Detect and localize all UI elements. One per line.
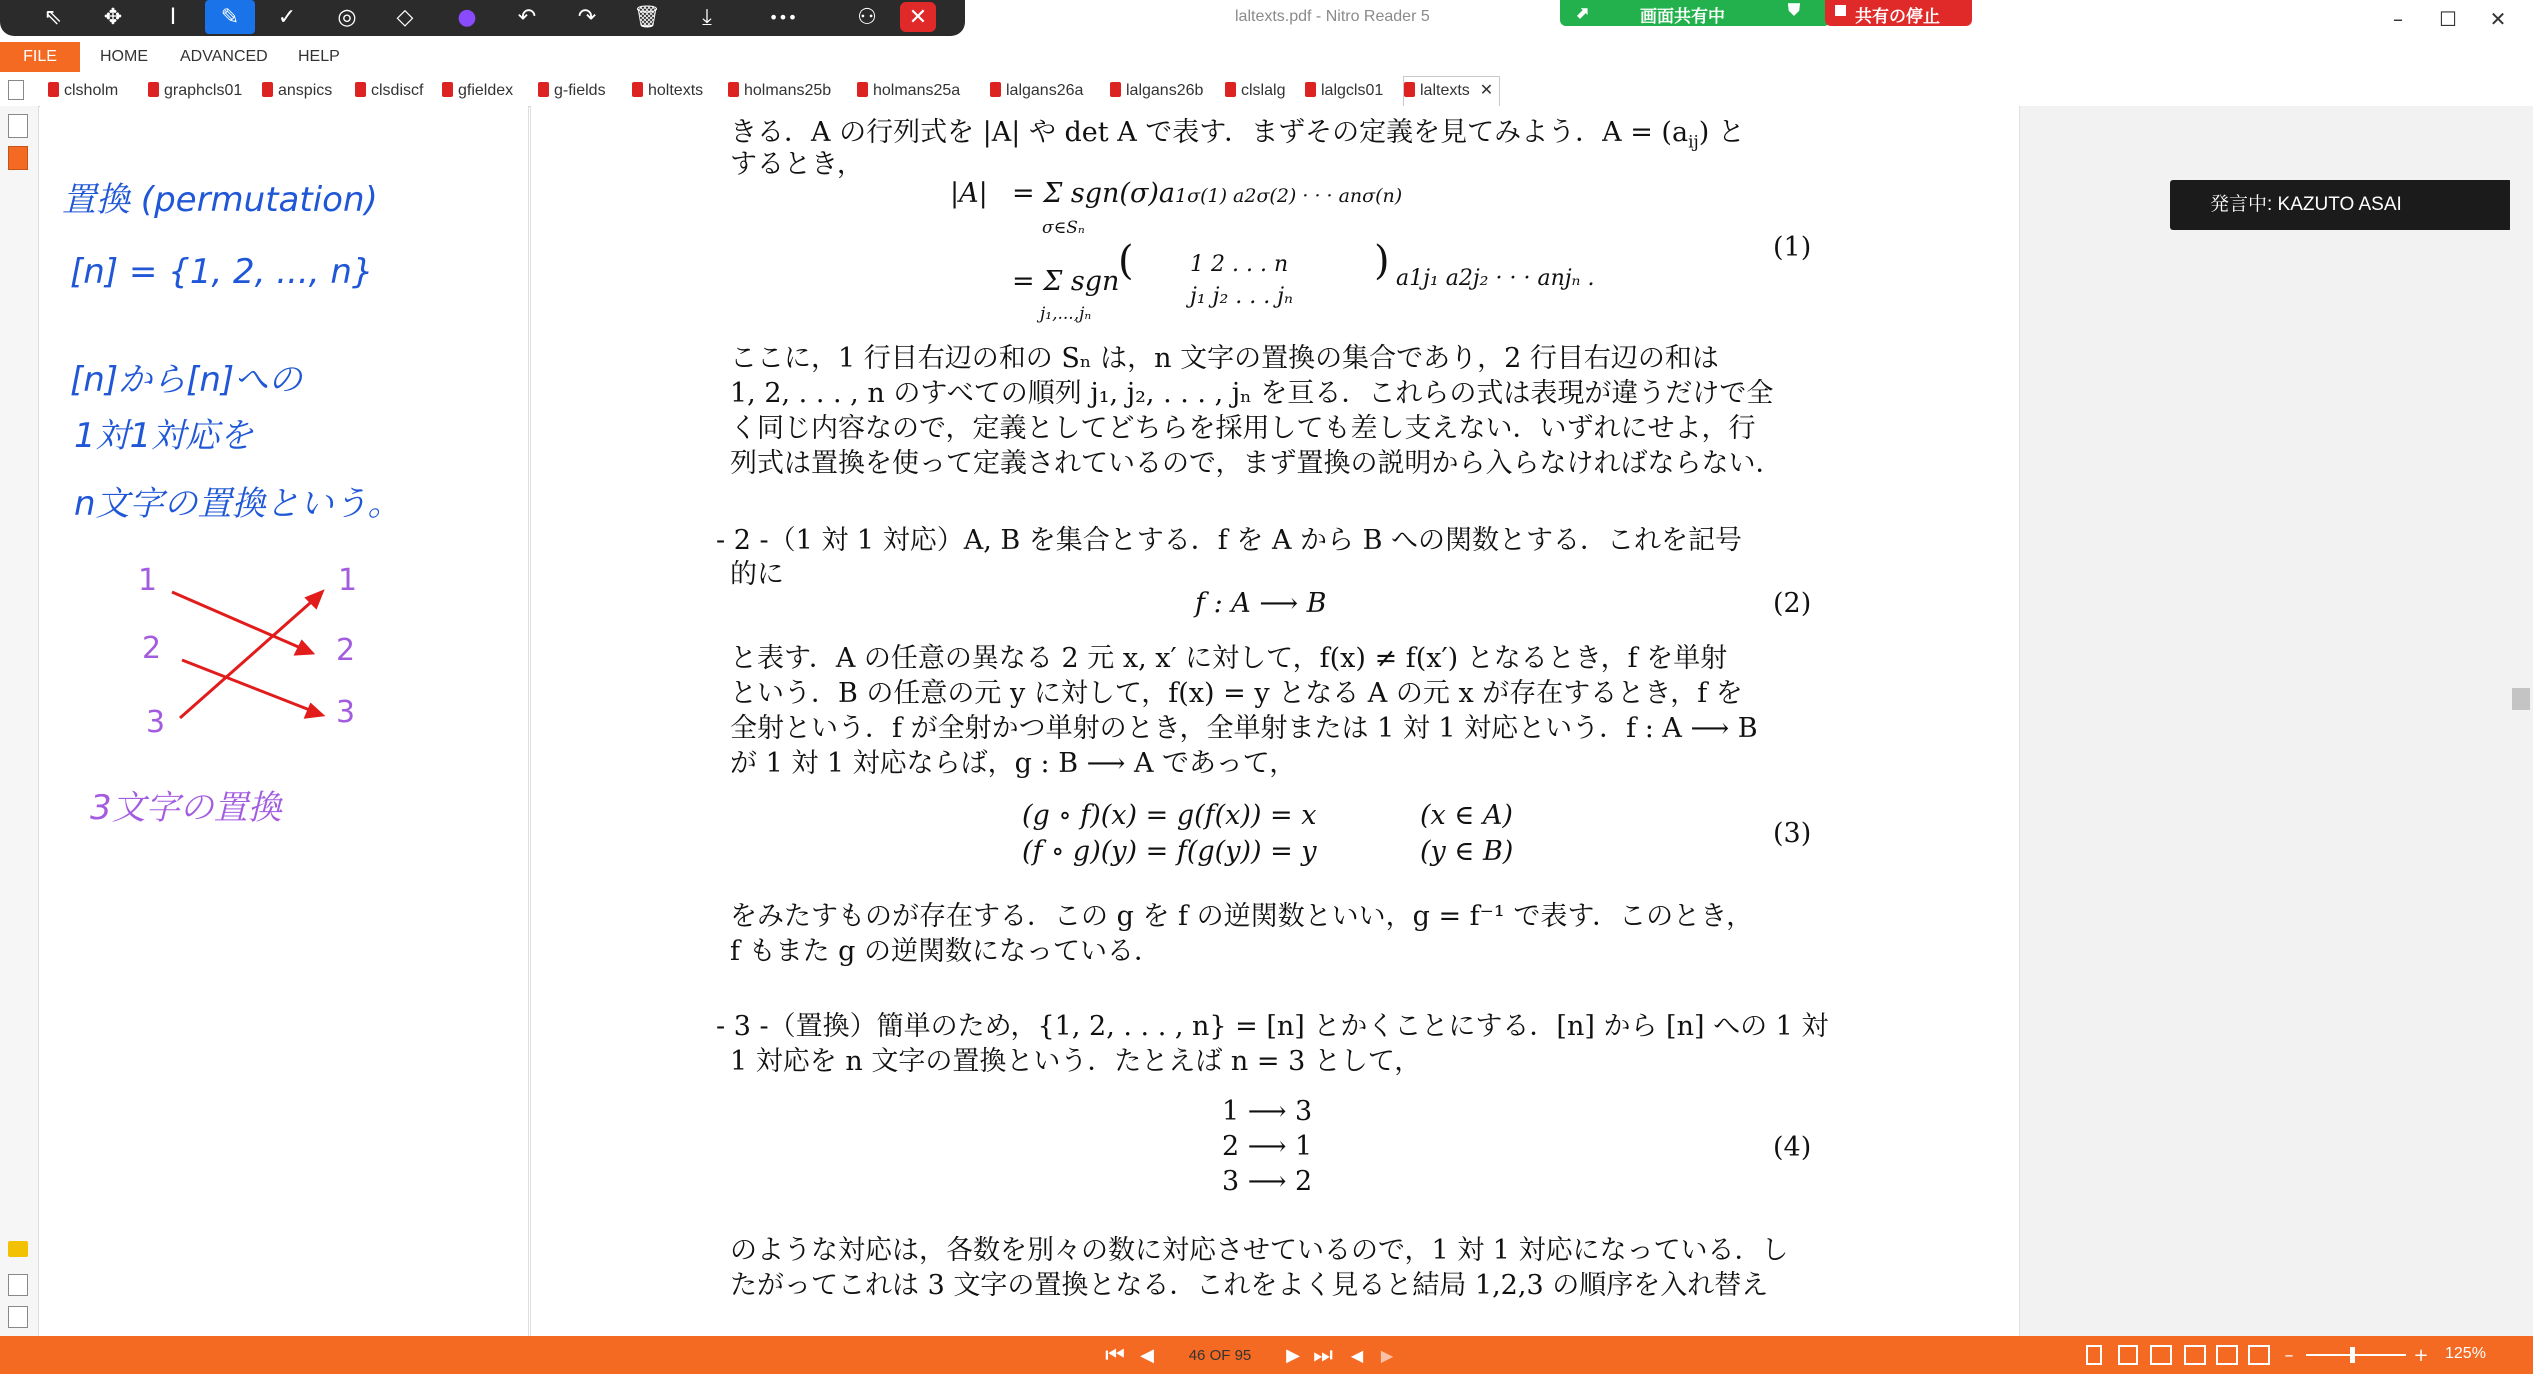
first-page-icon[interactable]: ⏮ [1105, 1342, 1125, 1368]
doc-tab-holmans25a[interactable] [857, 78, 960, 104]
doc-tab-lalgans26a[interactable] [990, 78, 1083, 104]
note-line-3: [n]から[n]への [70, 360, 303, 400]
redo-icon[interactable]: ↷ [577, 4, 597, 30]
map-left-2: 2 [142, 631, 162, 666]
pdf-file-icon [442, 82, 453, 97]
para-3-line-2: f もまた g の逆関数になっている． [730, 936, 1162, 967]
eq3-cond-2: (y ∈ B) [1420, 836, 1514, 867]
ribbon [0, 42, 2533, 72]
pdf-file-icon [1225, 82, 1236, 97]
note-caption: 3文字の置換 [90, 788, 282, 828]
pdf-file-icon [355, 82, 366, 97]
doc-tab-label: holmans25b [744, 82, 832, 99]
tab-help[interactable]: HELP [298, 48, 340, 65]
para-1-line-3: く同じ内容なので，定義としてどちらを採用しても差し支えない．いずれにせよ，行 [730, 413, 1756, 444]
eq4-line-2: 2 ⟶ 1 [1222, 1131, 1313, 1162]
next-page-icon[interactable]: ▶ [1286, 1344, 1300, 1366]
layers-panel-icon[interactable] [8, 1306, 28, 1328]
arrow-3-to-1 [180, 596, 318, 718]
arrow-2-to-3 [182, 660, 320, 714]
eq1-sum-under-2: j₁,...,jₙ [1040, 304, 1092, 324]
doc-tab-label: anspics [278, 82, 333, 99]
close-window-button[interactable]: ✕ [2489, 7, 2507, 31]
permutation-diagram [120, 560, 380, 760]
eq2: f : A ⟶ B [1195, 588, 1327, 619]
para-1-line-4: 列式は置換を使って定義されているので，まず置換の説明から入らなければならない． [730, 448, 1783, 479]
doc-tab-clsholm[interactable] [48, 78, 118, 104]
zoom-in-icon[interactable]: + [2413, 1344, 2429, 1366]
attachments-panel-icon[interactable] [8, 1274, 28, 1296]
matrix-top-row: 1 2 . . . n [1190, 252, 1289, 277]
note-line-5: n文字の置換という。 [74, 484, 402, 524]
close-tab-icon[interactable]: ✕ [1479, 82, 1494, 99]
text-cursor-icon[interactable]: I [169, 4, 177, 30]
pdf-file-icon [48, 82, 59, 97]
eq1-line-1-rest: 1σ(1) a2σ(2) · · · anσ(n) [1175, 185, 1403, 207]
shield-icon: ⛊ [1788, 2, 1801, 19]
eq3-line-2: (f ∘ g)(y) = f(g(y)) = y [1022, 836, 1317, 867]
stop-share-button[interactable] [1825, 0, 1972, 26]
doc-tab-label: holmans25a [873, 82, 961, 99]
eq1-sum-under-1: σ∈Sₙ [1042, 218, 1085, 238]
doc-tab-clsdiscf[interactable] [355, 78, 423, 104]
stop-icon [1835, 5, 1846, 16]
comment-panel-icon[interactable] [8, 1241, 28, 1257]
pointer-icon[interactable]: ⇖ [43, 4, 63, 30]
doc-tab-lalgcls01[interactable] [1305, 78, 1383, 104]
color-dot-icon[interactable]: ● [457, 4, 477, 30]
eq4-line-1: 1 ⟶ 3 [1222, 1096, 1313, 1127]
minimize-button[interactable]: – [2393, 7, 2403, 31]
doc-tab-label: lalgcls01 [1321, 82, 1384, 99]
prev-page-icon[interactable]: ◀ [1140, 1344, 1154, 1366]
doc-tab-label: clsholm [64, 82, 119, 99]
map-right-3: 3 [336, 695, 356, 730]
pdf-file-icon [728, 82, 739, 97]
para-4-line-1: のような対応は，各数を別々の数に対応させているので，1 対 1 対応になっている．し [730, 1235, 1789, 1266]
map-left-3: 3 [146, 705, 166, 740]
pdf-file-icon [538, 82, 549, 97]
doc-tab-label: holtexts [648, 82, 704, 99]
doc-tab-gfieldex[interactable] [442, 78, 513, 104]
vertical-scrollbar[interactable] [2510, 106, 2533, 1336]
single-page-view-icon[interactable] [2086, 1345, 2102, 1365]
tab-home[interactable]: HOME [100, 48, 148, 65]
doc-tab-label: g-fields [554, 82, 606, 99]
para-0-end: ) と [1698, 117, 1745, 148]
matrix-left-paren: ( [1118, 238, 1134, 284]
tab-file[interactable]: FILE [0, 42, 80, 72]
doc-tab-label: lalgans26b [1126, 82, 1204, 99]
note-line-1: 置換 (permutation) [62, 180, 378, 220]
trash-icon[interactable]: 🗑 [633, 4, 661, 30]
facing-continuous-icon[interactable] [2184, 1345, 2206, 1365]
para-4-line-2: たがってこれは 3 文字の置換となる．これをよく見ると結局 1,2,3 の順序を入れ替え [730, 1270, 1769, 1301]
doc-tab-clslalg[interactable] [1225, 78, 1285, 104]
para-1-line-1: ここに，1 行目右辺の和の Sₙ は，n 文字の置換の集合であり，2 行目右辺の和は [730, 343, 1719, 374]
share-label: 画面共有中 [1640, 7, 1725, 26]
para-0-line-1 [730, 110, 1745, 152]
stamp-icon[interactable]: ◎ [337, 4, 357, 30]
doc-tab-anspics[interactable] [262, 78, 332, 104]
note-line-4: 1対1対応を [74, 416, 254, 456]
para-3-line-1: をみたすものが存在する．この g を f の逆関数といい，g = f⁻¹ で表す．このとき， [730, 901, 1754, 932]
pdf-file-icon [857, 82, 868, 97]
page-icon[interactable] [8, 80, 24, 100]
matrix-right-paren: ) [1374, 238, 1390, 284]
eq1-line-1 [1012, 178, 1402, 209]
note-line-2: [n] = {1, 2, ..., n} [70, 252, 374, 292]
section-2-line-2: 的に [730, 559, 784, 590]
pdf-file-icon [148, 82, 159, 97]
zoom-slider[interactable] [2306, 1354, 2406, 1356]
close-icon[interactable]: ✕ [900, 2, 936, 32]
arrow-head-2 [306, 705, 322, 717]
para-0-text: きる．A の行列式を |A| や det A で表す．まずその定義を見てみよう．A = (a [730, 117, 1689, 148]
move-icon[interactable]: ✥ [103, 4, 123, 30]
section-3-line-1: - 3 -（置換）簡単のため，{1, 2, . . . , n} = [n] とかくことにする．[n] から [n] への 1 対 [716, 1011, 1829, 1042]
pdf-file-icon [632, 82, 643, 97]
doc-tab-g-fields[interactable] [538, 78, 606, 104]
doc-tab-label: graphcls01 [164, 82, 243, 99]
para-2-line-4: が 1 対 1 対応ならば，g : B ⟶ A であって， [730, 748, 1297, 779]
scrollbar-thumb[interactable] [2512, 688, 2530, 710]
para-2-line-3: 全射という．f が全射かつ単射のとき，全単射または 1 対 1 対応という．f : A ⟶ B [730, 713, 1758, 744]
eq1-line-2: = Σ sgn [1012, 266, 1120, 297]
map-left-1: 1 [138, 563, 158, 598]
fit-width-icon[interactable] [2248, 1345, 2270, 1365]
eq4-number: (4) [1773, 1132, 1812, 1163]
doc-tab-graphcls01[interactable] [148, 78, 242, 104]
pdf-file-icon [1305, 82, 1316, 97]
pdf-file-icon [1404, 82, 1415, 97]
bookmark-panel-icon[interactable] [8, 146, 28, 170]
back-view-icon[interactable]: ◀ [1350, 1345, 1364, 1365]
para-2-line-1: と表す．A の任意の異なる 2 元 x, x′ に対して，f(x) ≠ f(x′) となるとき，f を単射 [730, 643, 1728, 674]
page-indicator[interactable]: 46 OF 95 [1188, 1347, 1252, 1364]
para-2-line-2: という．B の任意の元 y に対して，f(x) = y となる A の元 x が存在するとき，f を [730, 678, 1743, 709]
map-right-2: 2 [336, 633, 356, 668]
doc-tab-holtexts[interactable] [632, 78, 703, 104]
eq1-line-1-main: = Σ sgn(σ)a [1012, 178, 1176, 209]
arrow-head-1 [296, 642, 312, 654]
section-2-line-1: - 2 -（1 対 1 対応）A, B を集合とする．f を A から B への関数とする．これを記号 [716, 525, 1743, 556]
para-0-subscript: ij [1688, 132, 1699, 153]
tab-advanced[interactable]: ADVANCED [180, 48, 268, 65]
eq1-line-2-rest: a1j₁ a2j₂ · · · anjₙ . [1396, 266, 1595, 291]
zoom-level[interactable]: 125% [2445, 1345, 2486, 1362]
undo-icon[interactable]: ↶ [517, 4, 537, 30]
window-title: laltexts.pdf - Nitro Reader 5 [1235, 8, 1430, 25]
check-icon[interactable]: ✓ [277, 4, 297, 30]
eq3-cond-1: (x ∈ A) [1420, 800, 1513, 831]
pages-panel-icon[interactable] [8, 114, 28, 138]
doc-tab-label: clslalg [1241, 82, 1286, 99]
eq3-line-1: (g ∘ f)(x) = g(f(x)) = x [1022, 800, 1317, 831]
share-icon: ⬈ [1576, 5, 1590, 22]
doc-tab-label: lalgans26a [1006, 82, 1084, 99]
zoom-out-icon[interactable]: – [2284, 1344, 2294, 1366]
matrix-bottom-row: j₁ j₂ . . . jₙ [1190, 284, 1293, 309]
eq1-number: (1) [1773, 232, 1812, 263]
doc-tab-holmans25b[interactable] [728, 78, 831, 104]
eraser-icon[interactable]: ◇ [396, 4, 414, 30]
pen-icon[interactable]: ✎ [205, 0, 255, 34]
more-icon[interactable]: ••• [768, 7, 798, 27]
people-icon[interactable]: ⚇ [857, 4, 877, 30]
zoom-slider-handle[interactable] [2350, 1347, 2355, 1363]
speaker-indicator: 発言中: KAZUTO ASAI [2170, 180, 2512, 230]
para-0-line-2: するとき， [730, 149, 864, 180]
eq3-number: (3) [1773, 818, 1812, 849]
pdf-file-icon [990, 82, 1001, 97]
stop-share-label: 共有の停止 [1855, 7, 1940, 26]
section-3-line-2: 1 対応を n 文字の置換という．たとえば n = 3 として， [730, 1046, 1422, 1077]
doc-tab-lalgans26b[interactable] [1110, 78, 1203, 104]
eq2-number: (2) [1773, 588, 1812, 619]
eq1-lhs: |A| [950, 178, 988, 209]
facing-view-icon[interactable] [2150, 1345, 2172, 1365]
pdf-file-icon [262, 82, 273, 97]
screen-share-indicator [1560, 0, 1830, 26]
last-page-icon[interactable]: ⏭ [1313, 1342, 1333, 1368]
pdf-file-icon [1110, 82, 1121, 97]
forward-view-icon[interactable]: ▶ [1380, 1345, 1394, 1365]
download-icon[interactable]: ⤓ [702, 4, 712, 30]
fit-page-icon[interactable] [2216, 1345, 2238, 1365]
doc-tab-label: gfieldex [458, 82, 514, 99]
doc-tab-label: laltexts [1420, 82, 1470, 99]
map-right-1: 1 [338, 563, 358, 598]
doc-tab-label: clsdiscf [371, 82, 424, 99]
doc-tab-laltexts[interactable] [1403, 76, 1500, 107]
maximize-button[interactable]: ☐ [2439, 7, 2457, 31]
left-icon-strip [0, 106, 39, 1336]
eq4-line-3: 3 ⟶ 2 [1222, 1166, 1313, 1197]
para-1-line-2: 1, 2, . . . , n のすべての順列 j₁, j₂, . . . , jₙ を亘る．これらの式は表現が違うだけで全 [730, 378, 1774, 409]
continuous-view-icon[interactable] [2118, 1345, 2138, 1365]
